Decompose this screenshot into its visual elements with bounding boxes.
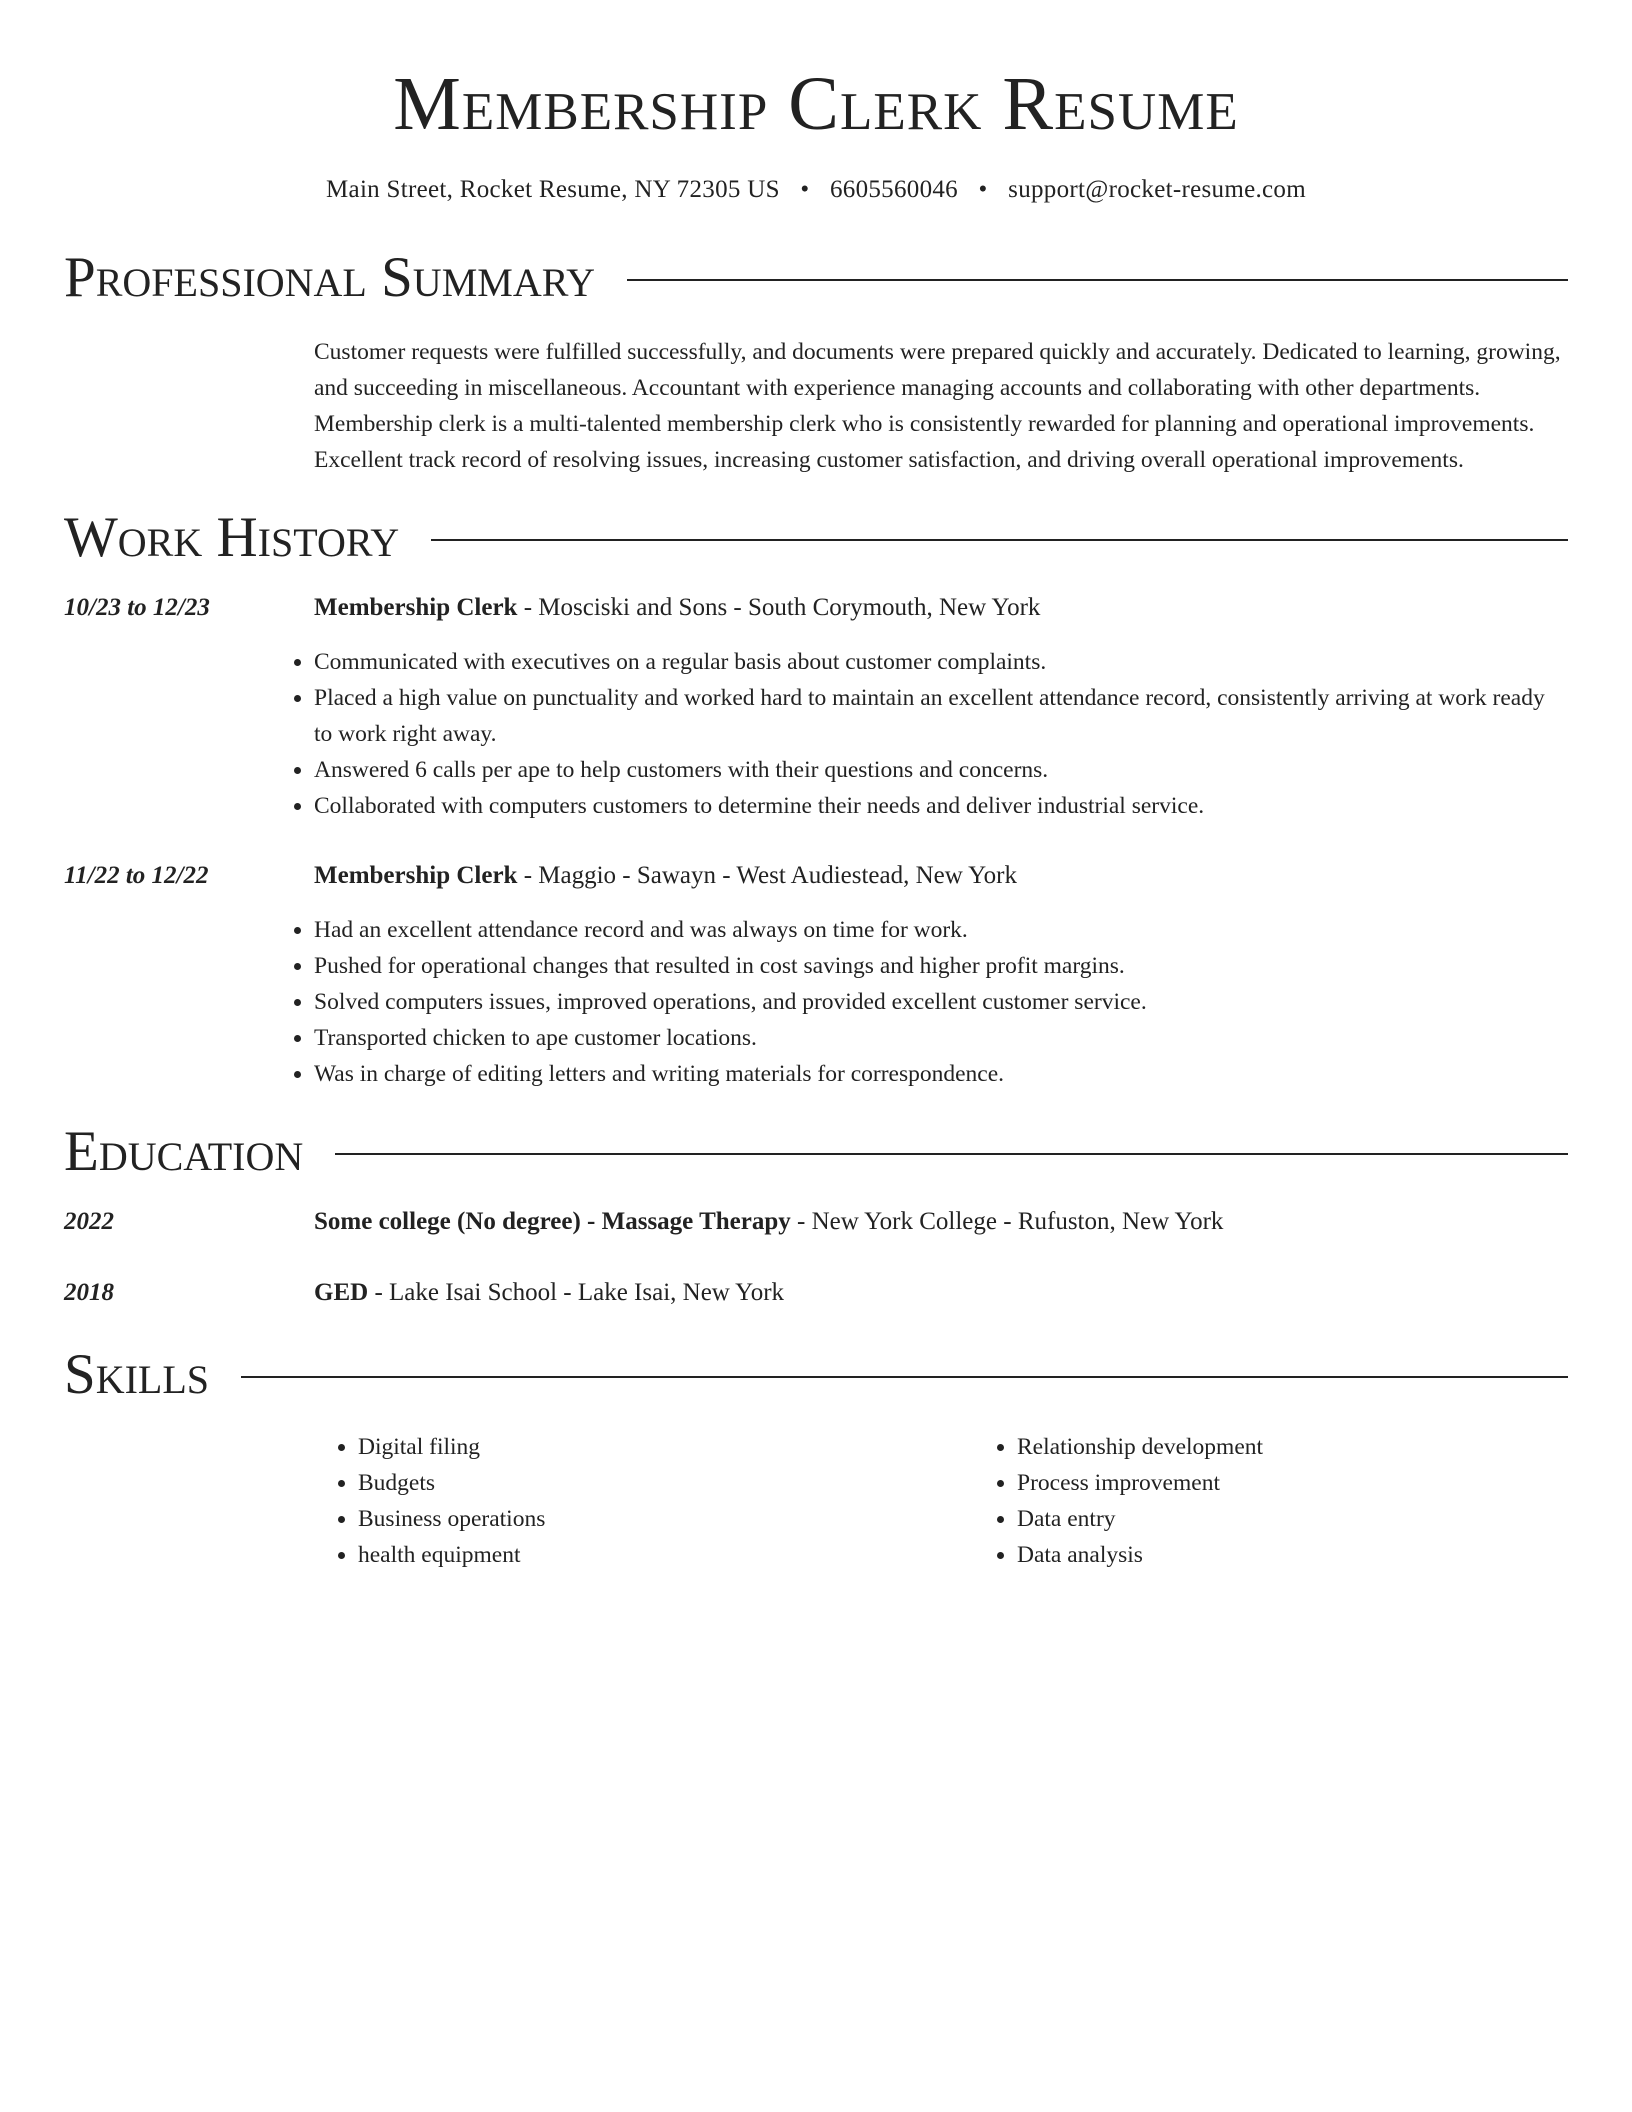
skills-list-left bbox=[314, 1429, 973, 1573]
education-school: - Lake Isai School - Lake Isai, New York bbox=[368, 1279, 785, 1306]
contact-phone: 6605560046 bbox=[829, 176, 958, 203]
job-bullets bbox=[270, 644, 1568, 824]
job-bullets bbox=[270, 912, 1568, 1092]
job-entry bbox=[64, 590, 1568, 824]
summary-row bbox=[64, 334, 1568, 478]
skill-item: • Digital filing bbox=[358, 1429, 973, 1465]
job-bullet: • Pushed for operational changes that resulted in cost savings and higher profit margins. bbox=[314, 948, 1568, 984]
education-entry bbox=[64, 1204, 1568, 1240]
job-bullet: • Communicated with executives on a regular basis about customer complaints. bbox=[314, 644, 1568, 680]
section-divider bbox=[627, 279, 1568, 281]
summary-heading: Professional Summary bbox=[64, 246, 596, 309]
section-divider bbox=[335, 1153, 1568, 1155]
job-bullet: • Placed a high value on punctuality and worked hard to maintain an excellent attendance record, consistently arriving at work ready to work right away. bbox=[314, 680, 1568, 752]
skill-item: • health equipment bbox=[358, 1537, 973, 1573]
summary-text: Customer requests were fulfilled successfully, and documents were prepared quickly and accurately. Dedicated to learning, growing, and succeeding in miscellaneous. Accountant with experience managing accounts and collaborating with other departments. Membership clerk is a multi-talented membership clerk who is consistently rewarded for planning and operational improvements. Excellent track record of resolving issues, increasing customer satisfaction, and driving overall operational improvements. bbox=[314, 339, 1561, 473]
education-section-header bbox=[64, 1120, 1568, 1184]
skill-item: • Relationship development bbox=[1017, 1429, 1632, 1465]
education-entry bbox=[64, 1275, 1568, 1311]
education-school: - New York College - Rufuston, New York bbox=[790, 1208, 1224, 1235]
education-year: 2022 bbox=[64, 1208, 114, 1235]
job-bullet: • Transported chicken to ape customer locations. bbox=[314, 1020, 1568, 1056]
education-degree: Some college (No degree) - Massage Therapy bbox=[314, 1208, 791, 1235]
education-content bbox=[314, 1275, 1568, 1311]
job-title: Membership Clerk bbox=[314, 862, 518, 889]
contact-email: support@rocket-resume.com bbox=[1008, 176, 1306, 203]
job-bullet: • Had an excellent attendance record and was always on time for work. bbox=[314, 912, 1568, 948]
job-content bbox=[314, 858, 1568, 1092]
skills-grid bbox=[64, 1429, 1568, 1573]
work-heading: Work History bbox=[64, 506, 400, 569]
job-employer: - Mosciski and Sons - South Corymouth, New York bbox=[517, 594, 1041, 621]
job-header bbox=[314, 858, 1568, 894]
job-header bbox=[314, 590, 1568, 626]
skill-item: • Business operations bbox=[358, 1501, 973, 1537]
skills-heading: Skills bbox=[64, 1343, 210, 1406]
skills-section-header bbox=[64, 1343, 1568, 1407]
work-section-header bbox=[64, 506, 1568, 570]
summary-spacer bbox=[64, 334, 314, 478]
education-content bbox=[314, 1204, 1568, 1240]
bullet-separator: • bbox=[978, 176, 988, 203]
summary-section-header bbox=[64, 246, 1568, 310]
education-heading: Education bbox=[64, 1120, 304, 1183]
job-bullet: • Collaborated with computers customers to determine their needs and deliver industrial service. bbox=[314, 788, 1568, 824]
contact-address: Main Street, Rocket Resume, NY 72305 US bbox=[326, 176, 780, 203]
skill-item: • Budgets bbox=[358, 1465, 973, 1501]
education-year: 2018 bbox=[64, 1279, 114, 1306]
resume-title: Membership Clerk Resume bbox=[393, 62, 1239, 146]
skill-item: • Data analysis bbox=[1017, 1537, 1632, 1573]
section-divider bbox=[241, 1376, 1568, 1378]
job-dates: 10/23 to 12/23 bbox=[64, 594, 210, 621]
job-bullet: • Answered 6 calls per ape to help customers with their questions and concerns. bbox=[314, 752, 1568, 788]
job-dates: 11/22 to 12/22 bbox=[64, 862, 209, 889]
section-divider bbox=[431, 539, 1568, 541]
contact-line bbox=[64, 172, 1568, 208]
skills-spacer bbox=[64, 1429, 314, 1573]
bullet-separator: • bbox=[800, 176, 810, 203]
job-bullet: • Was in charge of editing letters and writing materials for correspondence. bbox=[314, 1056, 1568, 1092]
skills-columns bbox=[314, 1429, 1632, 1573]
skill-item: • Data entry bbox=[1017, 1501, 1632, 1537]
education-degree: GED bbox=[314, 1279, 369, 1306]
job-content bbox=[314, 590, 1568, 824]
skill-item: • Process improvement bbox=[1017, 1465, 1632, 1501]
skills-list-right bbox=[973, 1429, 1632, 1573]
job-entry bbox=[64, 858, 1568, 1092]
job-bullet: • Solved computers issues, improved operations, and provided excellent customer service. bbox=[314, 984, 1568, 1020]
job-title: Membership Clerk bbox=[314, 594, 518, 621]
job-employer: - Maggio - Sawayn - West Audiestead, New York bbox=[517, 862, 1018, 889]
